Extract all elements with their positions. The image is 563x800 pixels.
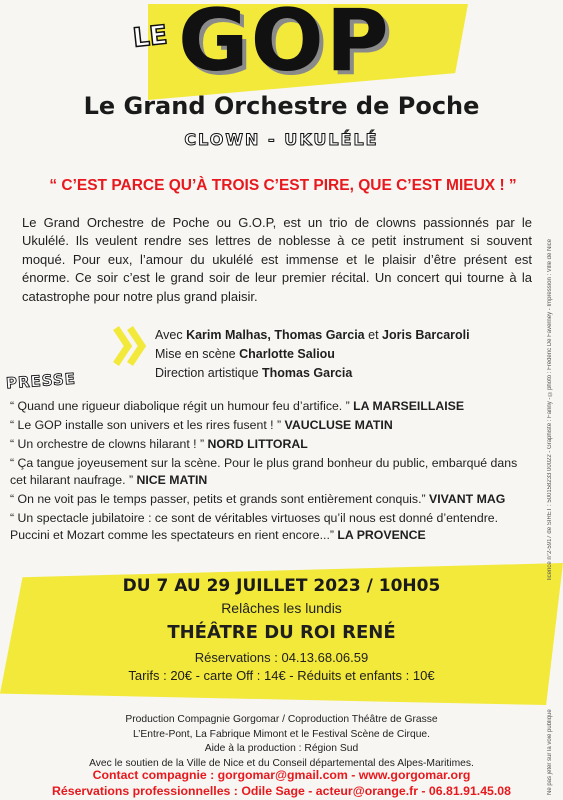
event-theatre: THÉÂTRE DU ROI RENÉ <box>167 622 396 643</box>
press-quote <box>10 436 530 453</box>
headline-quote: “ C’EST PARCE QU’À TROIS C’EST PIRE, QUE C’EST MIEUX ! ” <box>49 177 517 194</box>
double-chevron-right-icon <box>112 322 148 370</box>
press-source: NICE MATIN <box>136 472 208 487</box>
press-source: NORD LITTORAL <box>207 436 308 451</box>
event-tarifs: Tarifs : 20€ - carte Off : 14€ - Réduits et enfants : 10€ <box>128 668 435 683</box>
cast-name-1: Karim Malhas, <box>186 328 271 342</box>
direction-name: Thomas Garcia <box>262 365 353 380</box>
press-quote <box>10 398 530 415</box>
cast-name-2: Thomas Garcia <box>274 328 365 342</box>
press-source: VIVANT MAG <box>429 491 506 506</box>
cast-and: et <box>368 328 379 342</box>
cast-label: Avec <box>155 328 183 342</box>
presse-heading: PRESSE <box>5 369 77 393</box>
direction-label: Direction artistique <box>155 365 259 380</box>
press-quote-text: “ Un orchestre de clowns hilarant ! ” <box>10 436 205 451</box>
cast-name-3: Joris Barcaroli <box>382 328 470 342</box>
credits-artistic <box>155 364 470 383</box>
production-line: Aide à la production : Région Sud <box>204 743 359 755</box>
press-quote-text: “ Un spectacle jubilatoire : ce sont de véritables virtuoses qu’il nous est donné d’entendre. Puccini et Mozart comme les spectateurs en rient encore...” <box>10 510 499 542</box>
event-relache: Relâches les lundis <box>221 600 342 616</box>
event-dates: DU 7 AU 29 JUILLET 2023 / 10H05 <box>122 576 441 596</box>
press-quote <box>10 455 530 489</box>
press-quote-text: “ On ne voit pas le temps passer, petits et grands sont entièrement conquis.” <box>10 491 426 506</box>
logo-le: LE <box>131 20 169 54</box>
production-line: Production Compagnie Gorgomar / Coproduction Théâtre de Grasse <box>125 714 438 725</box>
press-quote-text: “ Ça tangue joyeusement sur la scène. Pour le plus grand bonheur du public, embarqué dans cet hilarant naufrage. ” <box>10 455 518 487</box>
event-reservations: Réservations : 04.13.68.06.59 <box>194 650 369 665</box>
intro-paragraph: Le Grand Orchestre de Poche ou G.O.P, est un trio de clowns passionnés par le Ukulélé. Ils veulent rendre ses lettres de noblesse à ce petit instrument si souvent moqué. Pour eux, l’amour du ukulélé est immense et le plaisir d’être présent est énorme. Ce soir c’est le grand soir de leur premier récital. Un concert qui tourne à la catastrophe pour notre plus grand plaisir. <box>22 215 532 304</box>
production-line: L’Entre-Pont, La Fabrique Mimont et le Festival Scène de Cirque. <box>132 728 431 740</box>
credits-cast <box>155 326 470 345</box>
press-quotes-list <box>10 398 530 546</box>
logo-gop: GOP <box>178 0 391 91</box>
credits-direction <box>155 345 470 364</box>
press-source: LA PROVENCE <box>337 527 426 542</box>
mise-name: Charlotte Saliou <box>239 346 335 361</box>
press-quote-text: “ Le GOP installe son univers et les rires fusent ! ” <box>10 417 282 432</box>
press-source: LA MARSEILLAISE <box>353 399 465 413</box>
contact-company: Contact compagnie : gorgomar@gmail.com - www.gorgomar.org <box>92 768 471 782</box>
tagline: CLOWN - UKULÉLÉ <box>184 130 379 149</box>
press-quote <box>10 491 530 508</box>
contact-professional: Réservations professionnelles : Odile Sage - acteur@orange.fr - 06.81.91.45.08 <box>52 784 511 798</box>
mise-label: Mise en scène <box>155 346 236 361</box>
press-source: VAUCLUSE MATIN <box>284 417 393 432</box>
press-quote <box>10 417 530 434</box>
subtitle: Le Grand Orchestre de Poche <box>83 92 480 120</box>
credits-block <box>155 326 470 382</box>
side-legal-text-2: Ne pas jeter sur la voie publique <box>547 709 553 795</box>
production-credits <box>0 713 563 771</box>
side-legal-text: licence n°2-5917 de SIRET : 500158233 00022 - Graphiste : Fanny - ©photo : Frédéric De Faverney - Impression : Ville de Nice <box>547 238 553 580</box>
press-quote-text: “ Quand une rigueur diabolique régit un humour feu d’artifice. ” <box>10 399 350 413</box>
press-quote <box>10 510 530 544</box>
production-line: Avec le soutien de la Ville de Nice et du Conseil départemental des Alpes-Maritimes. <box>89 757 474 769</box>
